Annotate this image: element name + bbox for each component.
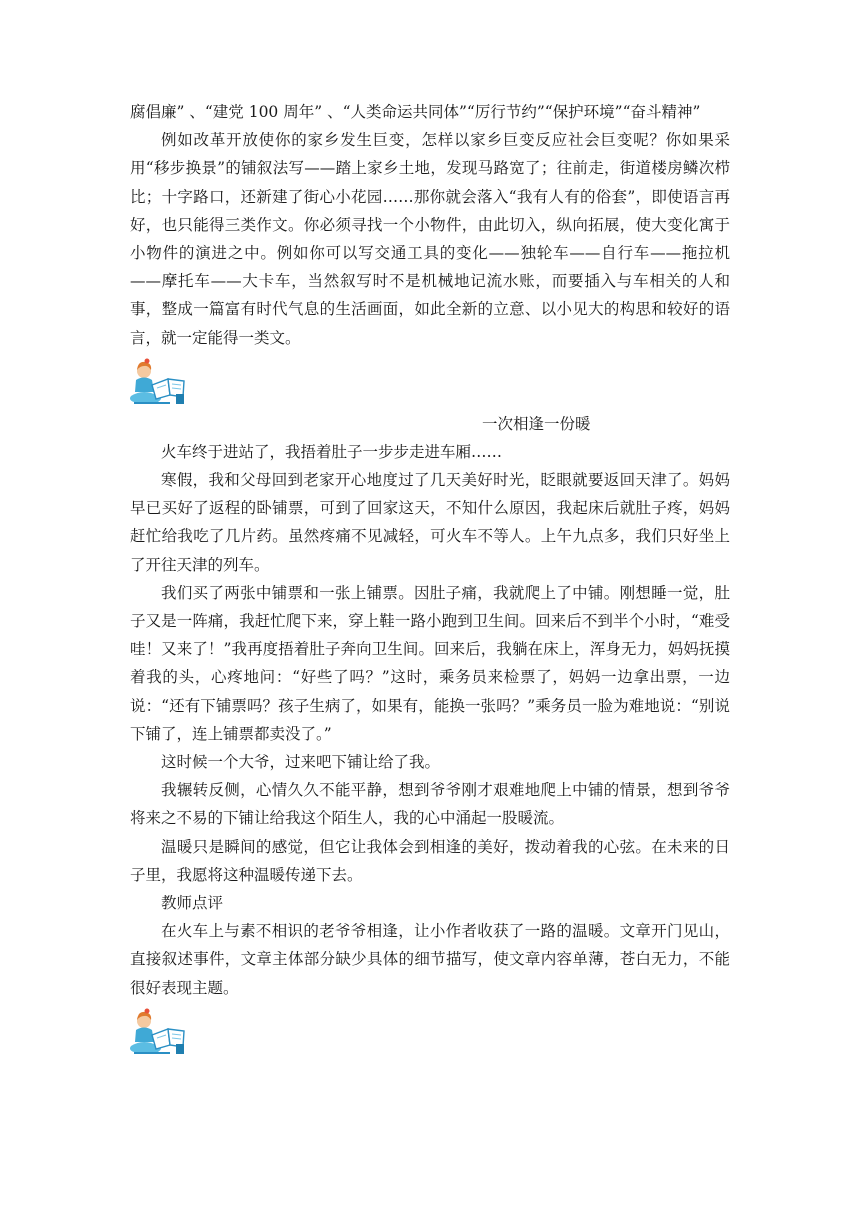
continued-paragraph: 腐倡廉” 、“建党 100 周年” 、“人类命运共同体”“厉行节约”“保护环境”“奋斗精神” [130, 103, 701, 121]
comment-heading: 教师点评 [161, 894, 224, 913]
essay-paragraph: 火车终于进站了，我捂着肚子一步步走进车厢…… [161, 442, 503, 461]
essay-paragraph: 寒假，我和父母回到老家开心地度过了几天美好时光，眨眼就要返回天津了。妈妈早已买好了返程的卧铺票，可到了回家这天，不知什么原因，我起床后就肚子疼，妈妈赶忙给我吃了几片药。虽然疼痛不见减轻，可火车不等人。上午九点多，我们只好坐上了开往天津的列车。 [130, 471, 730, 574]
essay-paragraph: 温暖只是瞬间的感觉，但它让我体会到相逢的美好，拨动着我的心弦。在未来的日子里，我愿将这种温暖传递下去。 [130, 837, 730, 884]
comment-text: 在火车上与素不相识的老爷爷相逢，让小作者收获了一路的温暖。文章开门见山，直接叙述事件，文章主体部分缺少具体的细节描写，使文章内容单薄，苍白无力，不能很好表现主题。 [130, 922, 730, 997]
reading-child-icon [130, 1008, 190, 1058]
essay-paragraph: 这时候一个大爷，过来吧下铺让给了我。 [161, 753, 441, 772]
example-paragraph: 例如改革开放使你的家乡发生巨变，怎样以家乡巨变反应社会巨变呢？你如果采用“移步换景”的铺叙法写——踏上家乡土地，发现马路宽了；往前走，街道楼房鳞次栉比；十字路口，还新建了街心小花园……那你就会落入“我有人有的俗套”，即使语言再好，也只能得三类作文。你必须寻找一个小物件，由此切入，纵向拓展，使大变化寓于小物件的演进之中。例如你可以写交通工具的变化——独轮车——自行车——拖拉机——摩托车——大卡车，当然叙写时不是机械地记流水账，而要插入与车相关的人和事，整成一篇富有时代气息的生活画面，如此全新的立意、以小见大的构思和较好的语言，就一定能得一类文。 [130, 131, 730, 347]
essay-paragraph: 我辗转反侧，心情久久不能平静，想到爷爷刚才艰难地爬上中铺的情景，想到爷爷将来之不易的下铺让给我这个陌生人，我的心中涌起一股暖流。 [130, 781, 730, 828]
reading-child-icon [130, 358, 190, 408]
essay-paragraph: 我们买了两张中铺票和一张上铺票。因肚子痛，我就爬上了中铺。刚想睡一觉，肚子又是一阵痛，我赶忙爬下来，穿上鞋一路小跑到卫生间。回来后不到半个小时，“难受哇！又来了！”我再度捂着肚子奔向卫生间。回来后，我躺在床上，浑身无力，妈妈抚摸着我的头，心疼地问：“好些了吗？”这时，乘务员来检票了，妈妈一边拿出票，一边说：“还有下铺票吗？孩子生病了，如果有，能换一张吗？”乘务员一脸为难地说：“别说下铺了，连上铺票都卖没了。” [130, 583, 730, 743]
document-page [130, 98, 730, 1058]
essay-title: 一次相逢一份暖 [482, 414, 591, 433]
